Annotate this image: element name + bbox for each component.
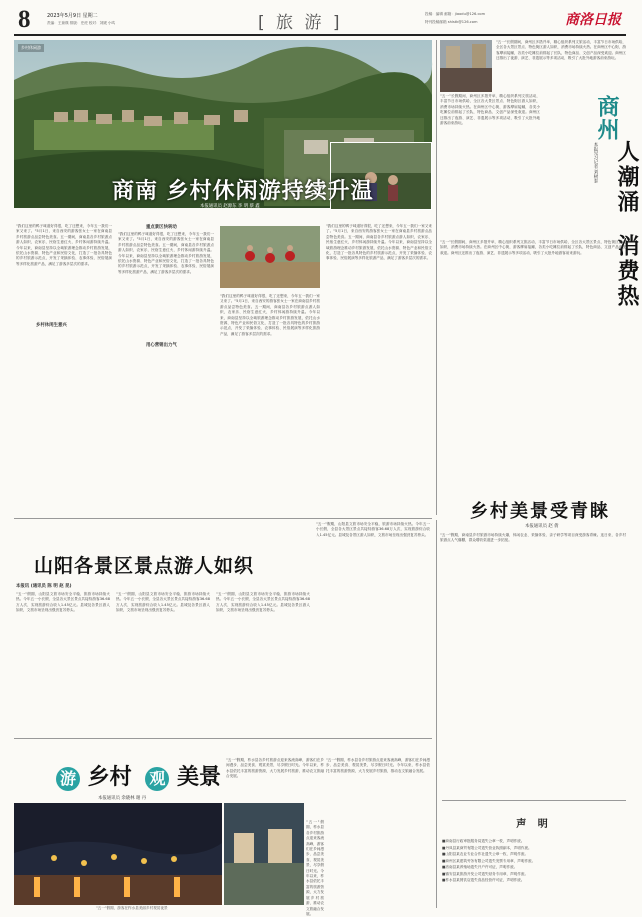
notice-title: 声 明 [516,819,552,830]
bullet-icon: ■ [442,839,446,843]
article4-byline: 本报讯 (通讯员 陈 明 赵 昆) [16,584,72,589]
article5-headline [56,760,221,791]
article5-body-col1: "五一"假期，柞水县各乡村旅游点迎来客流高峰，游客们在乡间漫步、品尝美食、观赏美景，尽享假日时光。今年以来，柞水县依托丰富的旅游资源，大力发展乡村旅游，推动农文旅融合发展。 [226,758,324,779]
night-village-photo [14,803,222,905]
divider-v1 [436,40,437,515]
article1-byline: 本报通讯员 赵源东 李 明 蔡 鑫 [200,204,260,209]
date-line: 2023年5月9日 星期二 [47,13,98,19]
notice-item: ■商州区某建筑劳务有限公司遗失发票专用章，声明作废。 [442,858,536,863]
article1-subhead-3: 用心营销出力气 [146,343,177,348]
article4-body-col4: "五一"假期，山阳县文旅市场安全平稳，旅游市场持续火热。今年五一小长假，全县各大景区景点共接待游客36.68万人次，实现旅游综合收入1.45亿元。县城及各景区游人如织，文旅市场呈现出强劲复苏势头。 [316,522,430,537]
headline-circle-2: 观 [145,767,169,791]
folk-performance-photo [220,226,320,288]
article4-body-col2: "五一"假期，山阳县文旅市场安全平稳，旅游市场持续火热。今年五一小长假，全县各大景区景点共接待游客36.68万人次，实现旅游综合收入1.45亿元。县城及各景区游人如织，文旅市场呈现出强劲复苏势头。 [116,592,210,613]
notice-item: ■商南县行政审批服务局遗失公章一枚，声明作废。 [442,839,525,843]
article1-subhead-1: 乡村休闲生意兴 [36,323,67,328]
bullet-icon: ■ [442,878,446,882]
article2-body-top: "五一"长假期间，商州区多措并举，精心组织系列文旅活动，丰富节日市场供给，全区各大景区景点、特色街区游人如织，消费市场持续火热。在商州区中心街，游客摩肩接踵，各类小吃摊位前排起了长队，特色商品、文创产品深受欢迎。商州区还推出了夜游、演艺、非遗展示等多项活动，吸引了大批外地游客前来游玩。 [496,40,626,61]
section-title: [ 旅 游 ] [258,13,343,33]
article4-body-col1: "五一"假期，山阳县文旅市场安全平稳，旅游市场持续火热。今年五一小长假，全县各大景区景点共接待游客36.68万人次，实现旅游综合收入1.45亿元。县城及各景区游人如织，文旅市场呈现出强劲复苏势头。 [16,592,110,613]
article2-title-3: 消费热 [614,234,639,309]
contact-line-2: 特刊投稿邮箱 shlstk@126.com [425,20,478,24]
bullet-icon: ■ [442,852,446,856]
article3-headline: 乡村美景受青睐 [470,501,610,522]
editor-line: 责编：王琼瑛 排版：史虎 校对：刘媛 小鸣 [47,21,116,25]
article2-body-col1: "五一"长假期间，商州区多措并举，精心组织系列文旅活动，丰富节日市场供给，全区各大景区景点、特色街区游人如织，消费市场持续火热。在商州区中心街，游客摩肩接踵，各类小吃摊位前排起了长队，特色商品、文创产品深受欢迎。商州区还推出了夜游、演艺、非遗展示等多项活动，吸引了大批外地游客前来游玩。 [440,94,540,126]
article5-photo-caption: "五一"假期，游客在柞水县美丽乡村观赏夜景 [96,906,168,910]
article1-body-col2: "我们这里的鸭子味道好得很，吃了还想来，今年五一我们一家又来了。"5月1日，来自西安的游客张女士一家在商南县乡村旅游点品尝特色美食。五一期间，商南县各乡村旅游点游人如织，农家乐、民宿生意红火，乡村休闲游持续升温。今年以来，商南县坚持以全域旅游理念推动乡村旅游发展，依托山水资源、特色产业和民俗文化，打造了一批各具特色的乡村旅游示范点，开发了采摘体验、农事体验、民俗展演等多样化旅游产品，满足了游客多层次的需求。 [118,232,214,274]
divider-h1 [14,518,432,519]
bullet-icon: ■ [442,858,446,863]
page-number: 8 [18,6,31,33]
article2-body-col2: "五一"长假期间，商州区多措并举，精心组织系列文旅活动，丰富节日市场供给，全区各大景区景点、特色街区游人如织，消费市场持续火热。在商州区中心街，游客摩肩接踵，各类小吃摊位前排起了长队，特色商品、文创产品深受欢迎。商州区还推出了夜游、演艺、非遗展示等多项活动，吸引了大批外地游客前来游玩。 [440,240,626,255]
bullet-icon: ■ [442,845,446,850]
article4-headline: 山阳各景区景点游人如织 [34,555,255,577]
notice-box [442,800,626,907]
notice-item: ■柞水县某餐饮店遗失食品经营许可证，声明作废。 [442,878,525,882]
article5-body-col2: "五一"假期，柞水县各乡村旅游点迎来客流高峰，游客们在乡间漫步、品尝美食、观赏美景，尽享假日时光。今年以来，柞水县依托丰富的旅游资源，大力发展乡村旅游，推动农文旅融合发展。 [326,758,430,773]
newspaper-logo: 商洛日报 [565,11,621,27]
article4-body-col3: "五一"假期，山阳县文旅市场安全平稳，旅游市场持续火热。今年五一小长假，全县各大景区景点共接待游客36.68万人次，实现旅游综合收入1.45亿元。县城及各景区游人如织，文旅市场呈现出强劲复苏势头。 [216,592,310,613]
article3-byline: 本报通讯员 赵 倩 [525,524,559,529]
article2-byline: 本报见习记者 刘树泰 [593,142,598,183]
notice-item: ■镇安县某旅游开发公司遗失财务专用章，声明作废。 [442,871,529,876]
headline-word-2: 美景 [177,765,222,790]
article5-byline: 本报通讯员 余晓林 谢 丹 [98,796,147,801]
photo-caption-badge: 乡村休闲游 [18,44,44,52]
notice-list [442,838,626,884]
bullet-icon: ■ [442,865,446,869]
street-crowd-photo [440,40,492,92]
article2-title-1: 商州 [594,95,619,141]
divider-v2 [436,520,437,908]
bullet-icon: ■ [442,871,446,876]
article1-body-col4: "我们这里的鸭子味道好得很，吃了还想来，今年五一我们一家又来了。"5月1日，来自西安的游客张女士一家在商南县乡村旅游点品尝特色美食。五一期间，商南县各乡村旅游点游人如织，农家乐、民宿生意红火，乡村休闲游持续升温。今年以来，商南县坚持以全域旅游理念推动乡村旅游发展，依托山水资源、特色产业和民俗文化，打造了一批各具特色的乡村旅游示范点，开发了采摘体验、农事体验、民俗展演等多样化旅游产品，满足了游客多层次的需求。 [326,224,432,261]
contact-line: 投稿：编辑 邮箱：jiaodu@126.com [425,12,486,16]
article1-body-col3: "我们这里的鸭子味道好得很，吃了还想来，今年五一我们一家又来了。"5月1日，来自西安的游客张女士一家在商南县乡村旅游点品尝特色美食。五一期间，商南县各乡村旅游点游人如织，农家乐、民宿生意红火，乡村休闲游持续升温。今年以来，商南县坚持以全域旅游理念推动乡村旅游发展，依托山水资源、特色产业和民俗文化，打造了一批各具特色的乡村旅游示范点，开发了采摘体验、农事体验、民俗展演等多样化旅游产品，满足了游客多层次的需求。 [220,294,320,336]
night-village-photo-2 [224,803,304,905]
headline-circle-1: 游 [56,767,80,791]
masthead-rule [14,34,626,36]
divider-h2 [14,738,432,739]
article2-title-2: 人潮涌 [614,140,639,215]
notice-item: ■山阳县某农业专业合作社遗失公章一枚，声明作废。 [442,852,529,856]
notice-item: ■丹凤县某商贸有限公司遗失营业执照副本，声明作废。 [442,845,532,850]
article5-body-col3: "五一"假期，柞水县各乡村旅游点迎来客流高峰，游客们在乡间漫步、品尝美食、观赏美景，尽享假日时光。今年以来，柞水县依托丰富的旅游资源，大力发展乡村旅游，推动农文旅融合发展。 [306,820,324,916]
article1-headline: 商南 乡村休闲游持续升温 [112,179,374,204]
article1-body-col1: "我们这里的鸭子味道好得很，吃了还想来，今年五一我们一家又来了。"5月1日，来自西安的游客张女士一家在商南县乡村旅游点品尝特色美食。五一期间，商南县各乡村旅游点游人如织，农家乐、民宿生意红火，乡村休闲游持续升温。今年以来，商南县坚持以全域旅游理念推动乡村旅游发展，依托山水资源、特色产业和民俗文化，打造了一批各具特色的乡村旅游示范点，开发了采摘体验、农事体验、民俗展演等多样化旅游产品，满足了游客多层次的需求。 [16,224,112,266]
notice-item: ■洛南县某养殖场遗失开户许可证，声明作废。 [442,865,518,869]
headline-word-1: 乡村 [87,765,132,790]
article3-body: "五一"假期，商南县乡村旅游市场持续火爆，休闲农业、采摘体验、亲子研学等项目深受游客青睐。连日来，各乡村旅游点人气爆棚，群众增收渠道进一步拓宽。 [440,533,626,543]
article1-subhead-2: 重点景区快转动 [146,225,177,230]
